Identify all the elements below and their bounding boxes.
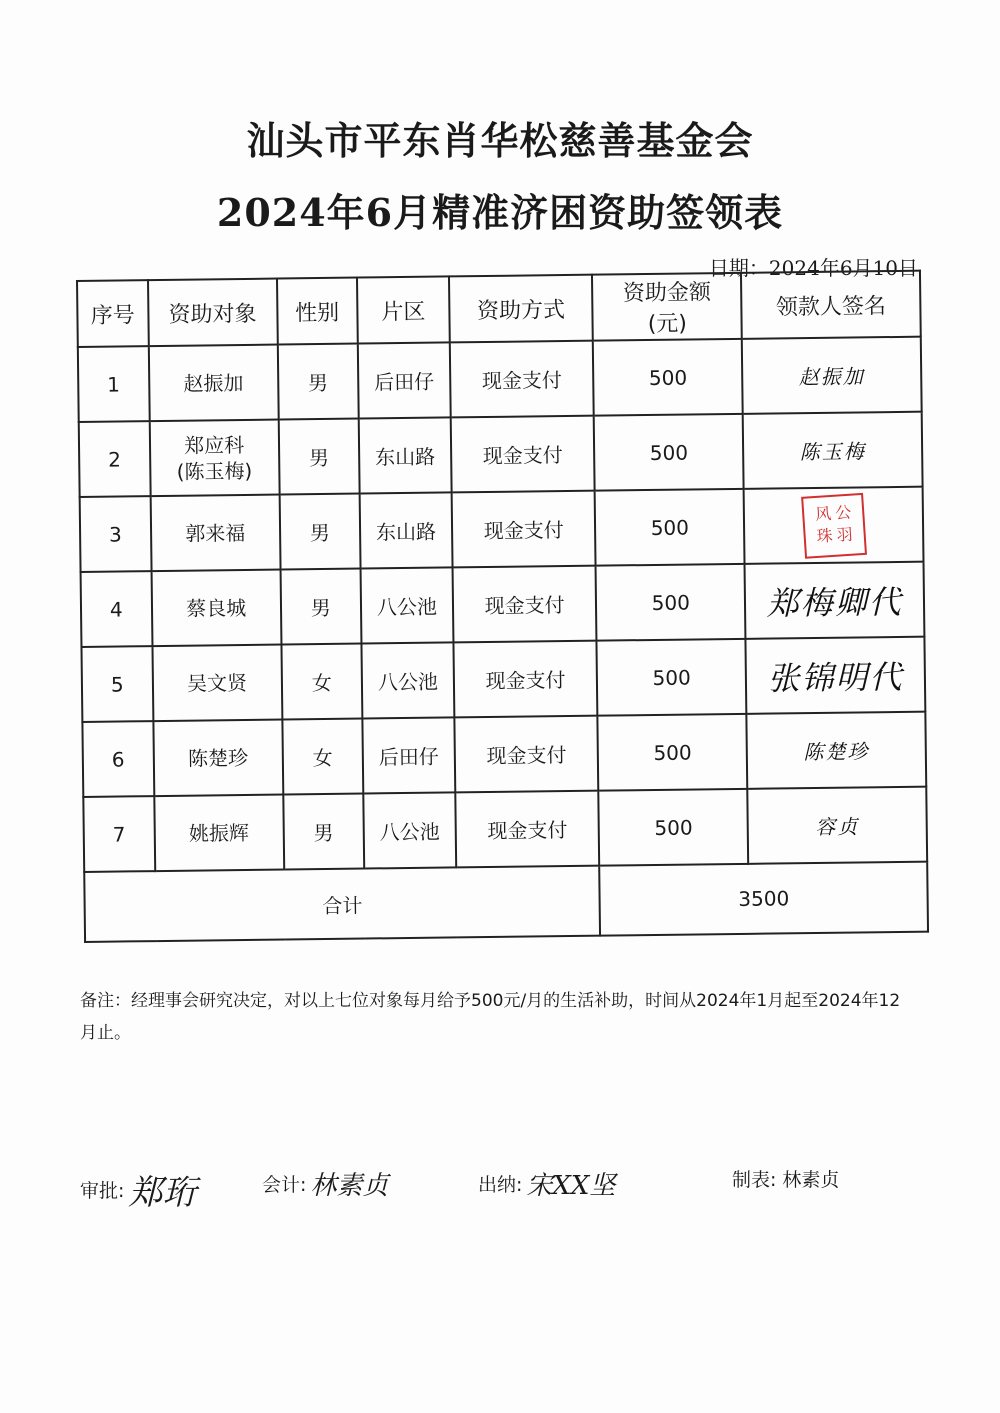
cell-area: 东山路 [359,417,452,493]
seal-row-bottom [805,522,864,548]
cell-amount: 500 [598,714,748,791]
total-label: 合计 [84,866,600,942]
cell-recipient: 蔡良城 [151,570,281,647]
cell-gender: 男 [278,419,359,495]
cell-method: 现金支付 [451,416,595,493]
cell-gender: 男 [283,794,364,870]
cell-method: 现金支付 [453,641,597,718]
cell-signature: 容贞 [747,787,927,864]
recipient-proxy: (陈玉梅) [176,458,253,484]
cashier-block [478,1165,615,1202]
table-total-row [84,862,928,942]
date-value: 2024年6月10日 [768,256,918,280]
accounting-label: 会计: [262,1174,307,1196]
recipient-name: 郑应科 [184,432,245,458]
cell-index: 3 [80,496,152,572]
cell-gender: 男 [277,344,358,420]
table-row [79,412,923,497]
cell-amount: 500 [595,489,745,566]
header-amount-line2: (元) [647,311,688,338]
seal-stamp [801,492,867,558]
cell-recipient [149,420,279,497]
cell-recipient: 姚振辉 [154,795,284,872]
cell-signature: 郑梅卿代 [745,562,925,639]
header-amount [592,273,742,341]
cell-gender: 男 [279,494,360,570]
cell-signature: 赵振加 [742,337,922,414]
table-row [81,562,925,647]
seal-row-top [803,494,863,526]
remarks-note: 备注：经理事会研究决定，对以上七位对象每月给予500元/月的生活补助，时间从2024年1月起至2024年12月止。 [80,991,901,1043]
recipient-table [76,270,929,943]
cell-index: 2 [79,421,151,497]
document-subtitle: 2024年6月精准济困资助签领表 [216,190,784,235]
table-row [82,712,926,797]
cell-area: 八公池 [361,567,454,643]
cell-signature-seal [744,487,924,564]
approve-signature: 郑珩 [128,1173,197,1213]
cell-amount: 500 [593,339,743,416]
cell-recipient: 吴文贤 [152,645,282,722]
table-header-row [77,271,921,347]
cell-recipient: 陈楚珍 [153,720,283,797]
document-title: 汕头市平东肖华松慈善基金会 [246,118,754,163]
cell-amount: 500 [594,414,744,491]
seal-char: 羽 [835,524,853,545]
cell-method: 现金支付 [454,716,598,793]
header-index: 序号 [77,280,148,347]
cell-index: 6 [82,721,154,797]
cashier-signature: 宋XX坚 [526,1171,616,1201]
seal-char: 风 [814,503,832,524]
cell-recipient: 赵振加 [148,345,278,422]
cell-signature: 张锦明代 [746,637,926,714]
cell-gender: 女 [281,644,362,720]
table-row [80,487,924,572]
cell-amount: 500 [596,564,746,641]
cell-gender: 女 [282,719,363,795]
table-row [81,637,925,722]
cell-area: 八公池 [361,642,454,718]
cell-signature: 陈玉梅 [743,412,923,489]
header-method: 资助方式 [449,275,593,343]
header-area: 片区 [357,276,450,343]
accounting-block [262,1165,388,1202]
accounting-signature: 林素贞 [310,1171,389,1201]
cell-index: 7 [83,796,155,872]
cell-amount: 500 [599,789,749,866]
seal-char: 公 [834,502,852,523]
cell-signature: 陈楚珍 [747,712,927,789]
table-row [78,337,922,422]
header-recipient: 资助对象 [148,279,278,347]
cell-index: 4 [81,571,153,647]
cell-method: 现金支付 [452,566,596,643]
preparer-block [732,1165,839,1192]
preparer-label: 制表: [732,1169,777,1191]
cell-method: 现金支付 [452,491,596,568]
preparer-name: 林素贞 [782,1169,840,1191]
cell-index: 5 [81,646,153,722]
cell-gender: 男 [280,569,361,645]
total-value: 3500 [600,862,928,936]
cell-area: 八公池 [363,792,456,868]
cell-area: 后田仔 [362,717,455,793]
cell-index: 1 [78,346,150,422]
header-amount-line1: 资助金额 [622,280,712,307]
seal-char: 珠 [815,525,833,546]
approve-block [80,1165,196,1214]
cell-area: 东山路 [360,492,453,568]
date-label: 日期： [708,256,769,280]
cashier-label: 出纳: [478,1174,523,1196]
approve-label: 审批: [80,1180,125,1202]
header-signature: 领款人签名 [741,271,921,339]
header-gender: 性别 [277,278,358,345]
table-row [83,787,927,872]
cell-method: 现金支付 [450,341,594,418]
cell-amount: 500 [597,639,747,716]
cell-recipient: 郭来福 [150,495,280,572]
cell-method: 现金支付 [455,791,599,868]
cell-area: 后田仔 [358,342,451,418]
